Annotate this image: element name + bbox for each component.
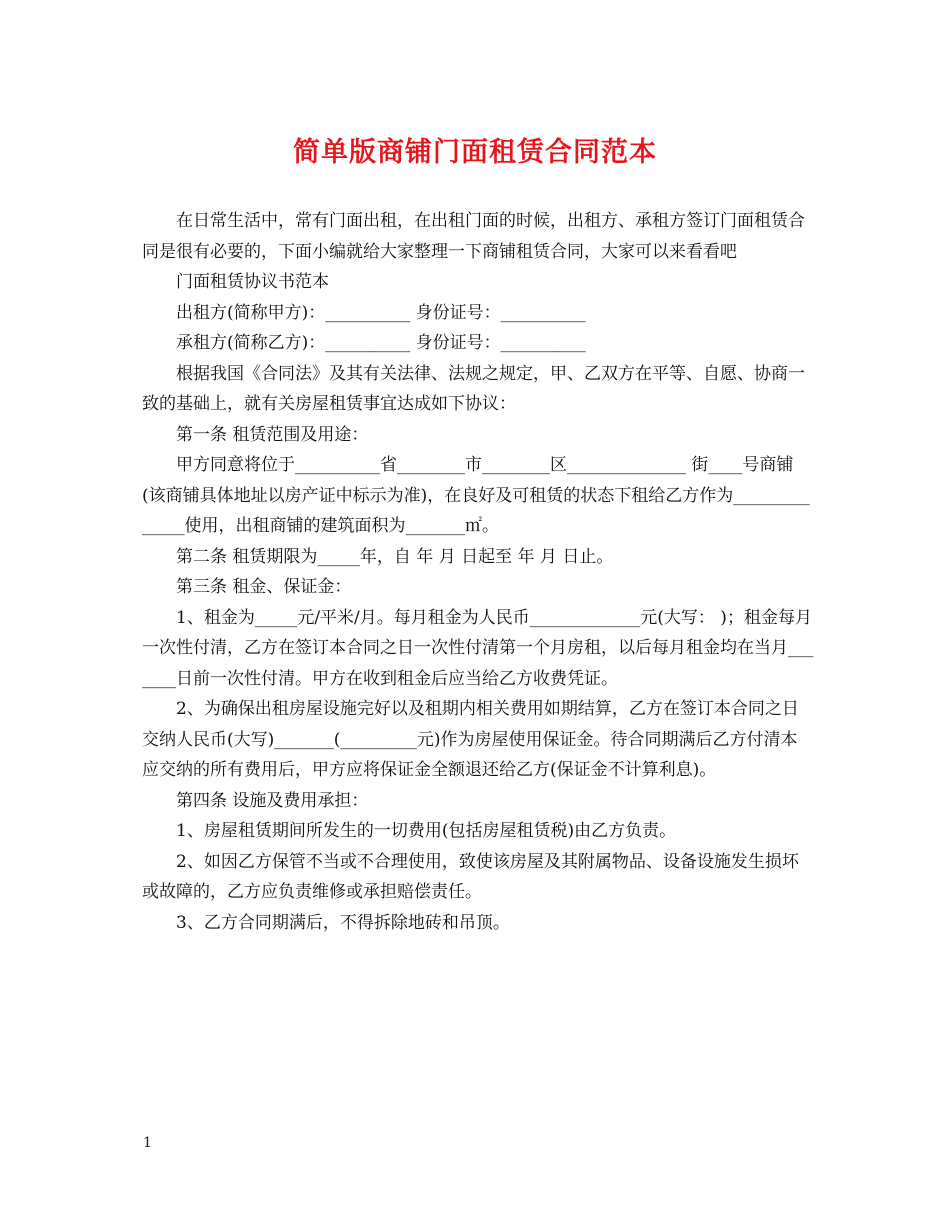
document-body [142, 206, 814, 938]
paragraph-article-1-heading: 第一条 租赁范围及用途： [176, 424, 369, 445]
paragraph-article-3-heading: 第三条 租金、保证金： [176, 577, 352, 597]
document-title: 简单版商铺门面租赁合同范本 [293, 137, 657, 168]
paragraph-lessor: 出租方(简称甲方)：__________ 身份证号：__________ [176, 302, 586, 323]
paragraph-article-4-item-2: 2、如因乙方保管不当或不合理使用，致使该房屋及其附属物品、设备设施发生损坏或故障的，乙方应负责维修或承担赔偿责任。 [142, 851, 799, 902]
paragraph-article-4-item-3: 3、乙方合同期满后，不得拆除地砖和吊顶。 [176, 912, 510, 933]
paragraph-article-2: 第二条 租赁期限为_____年，自 年 月 日起至 年 月 日止。 [176, 546, 614, 567]
page-number: 1 [143, 1135, 152, 1151]
paragraph-lessee: 承租方(简称乙方)：__________ 身份证号：__________ [176, 333, 586, 353]
paragraph-article-1-body: 甲方同意将位于__________省________市________区______________ 街____号商铺(该商铺具体地址以房产证中标示为准)，在良好及可租赁的状态下租给乙方作为______________使用，出租商铺的建筑面积为_______㎡。 [142, 455, 810, 536]
paragraph-article-3-item-2: 2、为确保出租房屋设施完好以及租期内相关费用如期结算，乙方在签订本合同之日交纳人民币(大写)_______(_________元)作为房屋使用保证金。待合同期满后乙方付清本应交纳的所有费用后，甲方应将保证金全额退还给乙方(保证金不计算利息)。 [142, 699, 799, 780]
paragraph-preamble: 根据我国《合同法》及其有关法律、法规之规定，甲、乙双方在平等、自愿、协商一致的基础上，就有关房屋租赁事宜达成如下协议： [142, 363, 805, 414]
paragraph-intro: 在日常生活中，常有门面出租，在出租门面的时候，出租方、承租方签订门面租赁合同是很有必要的，下面小编就给大家整理一下商铺租赁合同，大家可以来看看吧 [142, 211, 805, 262]
paragraph-subtitle: 门面租赁协议书范本 [176, 272, 329, 292]
paragraph-article-4-item-1: 1、房屋租赁期间所发生的一切费用(包括房屋租赁税)由乙方负责。 [176, 821, 677, 841]
paragraph-article-3-item-1: 1、租金为_____元/平米/月。每月租金为人民币_____________元(大写： )；租金每月一次性付清，乙方在签订本合同之日一次性付清第一个月房租，以后每月租金均在当月_______日前一次性付清。甲方在收到租金后应当给乙方收费凭证。 [142, 607, 814, 689]
paragraph-article-4-heading: 第四条 设施及费用承担： [176, 790, 369, 811]
